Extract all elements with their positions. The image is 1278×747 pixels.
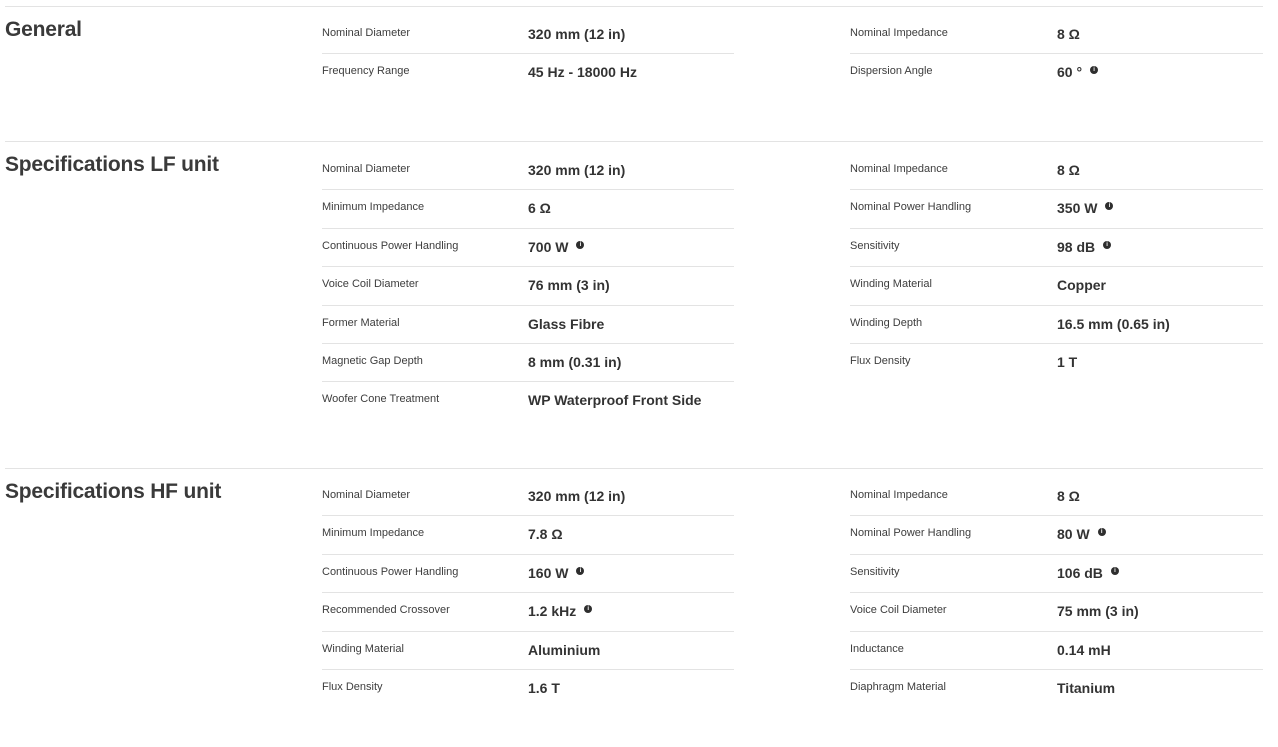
spec-value: 8 mm (0.31 in) [528, 353, 622, 370]
spec-value: 320 mm (12 in) [528, 488, 626, 504]
spec-row [322, 190, 734, 228]
spec-value: WP Waterproof Front Side [528, 392, 702, 409]
info-icon[interactable]: i [1103, 241, 1111, 249]
spec-value: 76 mm (3 in) [528, 277, 610, 294]
spec-row [322, 344, 734, 382]
spec-value: 45 Hz - 18000 Hz [528, 64, 637, 81]
general-specs-left [322, 16, 734, 93]
section-title-hf-unit: Specifications HF unit [5, 480, 222, 503]
spec-value: 700 W i [528, 239, 584, 255]
spec-row [322, 267, 734, 305]
spec-label: Magnetic Gap Depth [322, 354, 423, 367]
spec-value: 1.2 kHz i [528, 603, 592, 619]
spec-value: Copper [1057, 277, 1106, 294]
spec-row [322, 16, 734, 54]
spec-label: Woofer Cone Treatment [322, 393, 440, 406]
spec-value: 8 Ω [1057, 488, 1080, 504]
spec-label: Nominal Impedance [850, 163, 948, 175]
spec-row [850, 306, 1263, 344]
spec-row [322, 382, 734, 420]
info-icon[interactable]: i [576, 241, 584, 249]
spec-label: Nominal Impedance [850, 27, 948, 39]
spec-row [850, 54, 1263, 92]
spec-value: 16.5 mm (0.65 in) [1057, 315, 1170, 332]
info-icon[interactable]: i [1111, 567, 1119, 575]
spec-value: 75 mm (3 in) [1057, 603, 1139, 620]
spec-label: Inductance [850, 642, 904, 655]
spec-row [322, 54, 734, 92]
hf-specs-left [322, 478, 734, 708]
spec-row [322, 516, 734, 554]
spec-row [322, 632, 734, 670]
spec-row [850, 152, 1263, 190]
spec-label: Sensitivity [850, 565, 900, 578]
spec-label: Winding Material [322, 642, 404, 655]
spec-value: 8 Ω [1057, 26, 1080, 42]
spec-label: Voice Coil Diameter [322, 278, 419, 291]
info-icon[interactable]: i [1105, 202, 1113, 210]
spec-label: Voice Coil Diameter [850, 604, 947, 617]
spec-value: 60 ° i [1057, 64, 1098, 80]
spec-label: Flux Density [322, 680, 383, 693]
spec-label: Former Material [322, 316, 400, 329]
spec-row [850, 593, 1263, 631]
spec-row [322, 670, 734, 708]
spec-row [850, 229, 1263, 267]
section-divider [5, 141, 1263, 142]
spec-row [850, 670, 1263, 708]
spec-value: 1.6 T [528, 679, 560, 696]
spec-label: Dispersion Angle [850, 65, 933, 78]
spec-value: Glass Fibre [528, 315, 605, 332]
hf-specs-right [850, 478, 1263, 708]
spec-value: 1 T [1057, 353, 1078, 370]
spec-label: Sensitivity [850, 239, 900, 252]
section-divider [5, 6, 1263, 7]
spec-row [850, 16, 1263, 54]
section-title-lf-unit: Specifications LF unit [5, 153, 219, 176]
lf-specs-right [850, 152, 1263, 382]
spec-value: 320 mm (12 in) [528, 26, 626, 42]
spec-value: 80 W i [1057, 526, 1106, 542]
spec-label: Continuous Power Handling [322, 565, 459, 578]
spec-label: Winding Material [850, 278, 932, 291]
spec-value: 350 W i [1057, 200, 1113, 216]
spec-label: Nominal Diameter [322, 27, 411, 39]
spec-label: Nominal Diameter [322, 489, 411, 501]
spec-row [322, 555, 734, 593]
spec-row [850, 267, 1263, 305]
spec-value: 8 Ω [1057, 162, 1080, 178]
spec-value: Titanium [1057, 679, 1116, 696]
spec-value: 0.14 mH [1057, 641, 1111, 658]
spec-value: 320 mm (12 in) [528, 162, 626, 178]
spec-label: Recommended Crossover [322, 604, 450, 617]
spec-row [322, 152, 734, 190]
spec-value: 98 dB i [1057, 239, 1111, 255]
section-divider [5, 468, 1263, 469]
spec-label: Continuous Power Handling [322, 239, 459, 252]
spec-row [322, 593, 734, 631]
spec-row [850, 344, 1263, 382]
spec-value: 106 dB i [1057, 565, 1119, 581]
info-icon[interactable]: i [576, 567, 584, 575]
spec-row [322, 478, 734, 516]
spec-label: Nominal Power Handling [850, 201, 972, 214]
lf-specs-left [322, 152, 734, 421]
spec-row [850, 632, 1263, 670]
spec-row [850, 555, 1263, 593]
spec-label: Minimum Impedance [322, 201, 425, 214]
spec-label: Nominal Diameter [322, 163, 411, 175]
spec-value: 7.8 Ω [528, 526, 563, 543]
spec-label: Winding Depth [850, 316, 923, 329]
section-title-general: General [5, 18, 82, 41]
spec-value: Aluminium [528, 641, 601, 658]
spec-value: 6 Ω [528, 200, 551, 217]
spec-label: Diaphragm Material [850, 680, 946, 693]
info-icon[interactable]: i [584, 605, 592, 613]
spec-label: Frequency Range [322, 65, 410, 78]
spec-row [322, 229, 734, 267]
general-specs-right [850, 16, 1263, 93]
spec-row [850, 516, 1263, 554]
info-icon[interactable]: i [1098, 528, 1106, 536]
spec-row [850, 190, 1263, 228]
spec-row [322, 306, 734, 344]
spec-label: Nominal Impedance [850, 489, 948, 501]
spec-row [850, 478, 1263, 516]
spec-label: Minimum Impedance [322, 527, 425, 540]
spec-label: Flux Density [850, 354, 911, 367]
spec-label: Nominal Power Handling [850, 527, 972, 540]
info-icon[interactable]: i [1090, 66, 1098, 74]
spec-value: 160 W i [528, 565, 584, 581]
